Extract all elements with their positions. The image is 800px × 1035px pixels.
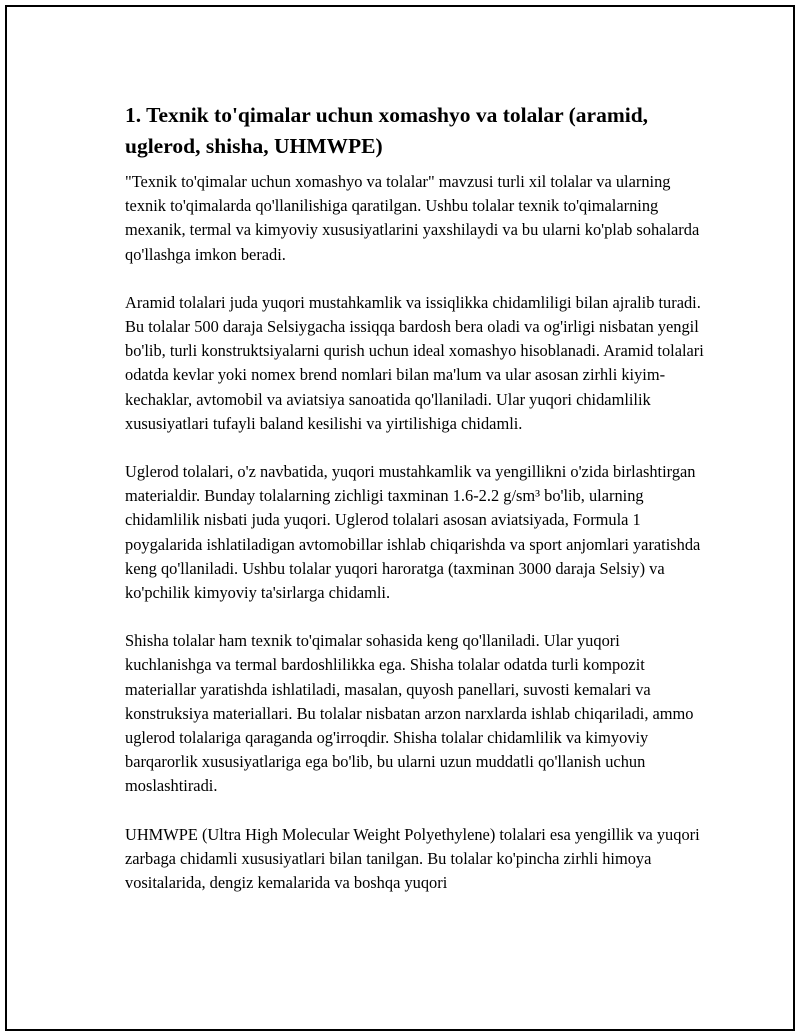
document-content [125,100,705,919]
paragraph-carbon: Uglerod tolalari, o'z navbatida, yuqori mustahkamlik va yengillikni o'zida birlashtirgan materialdir. Bunday tolalarning zichligi taxminan 1.6-2.2 g/sm³ bo'lib, ularning chidamlilik nisbati juda yuqori. Uglerod tolalari asosan aviatsiyada, Formula 1 poygalarida ishlatiladigan avtomobillar ishlab chiqarishda va sport anjomlari yaratishda keng qo'llaniladi. Ushbu tolalar yuqori haroratga (taxminan 3000 daraja Selsiy) va ko'pchilik kimyoviy ta'sirlarga chidamli. [125,462,701,603]
section-heading: 1. Texnik to'qimalar uchun xomashyo va tolalar (aramid, uglerod, shisha, UHMWPE) [125,103,649,158]
paragraph-aramid: Aramid tolalari juda yuqori mustahkamlik va issiqlikka chidamliligi bilan ajralib turadi. Bu tolalar 500 daraja Selsiygacha issiqqa bardosh bera oladi va og'irligi nisbatan yengil bo'lib, turli konstruktsiyalarni qurish uchun ideal xomashyo hisoblanadi. Aramid tolalari odatda kevlar yoki nomex brend nomlari bilan ma'lum va ular asosan zirhli kiyim-kechaklar, avtomobil va aviatsiya sanoatida qo'llaniladi. Ular yuqori chidamlilik xususiyatlari tufayli baland kesilishi va yirtilishiga chidamli. [125,292,704,433]
paragraph-intro: "Texnik to'qimalar uchun xomashyo va tolalar" mavzusi turli xil tolalar va ularning texnik to'qimalarda qo'llanilishiga qaratilgan. Ushbu tolalar texnik to'qimalarning mexanik, termal va kimyoviy xususiyatlarini yaxshilaydi va bu ularni ko'plab sohalarda qo'llashga imkon beradi. [125,172,700,264]
document-page [5,5,795,1031]
paragraph-glass: Shisha tolalar ham texnik to'qimalar sohasida keng qo'llaniladi. Ular yuqori kuchlanishga va termal bardoshlilikka ega. Shisha tolalar odatda turli kompozit materiallar yaratishda ishlatiladi, masalan, quyosh panellari, suvosti kemalari va konstruksiya materiallari. Bu tolalar nisbatan arzon narxlarda ishlab chiqariladi, ammo uglerod tolalariga qaraganda og'irroqdir. Shisha tolalar chidamlilik va kimyoviy barqarorlik xususiyatlariga ega bo'lib, bu ularni uzun muddatli qo'llanish uchun moslashtiradi. [125,631,694,796]
paragraph-uhmwpe: UHMWPE (Ultra High Molecular Weight Polyethylene) tolalari esa yengillik va yuqori zarbaga chidamli xususiyatlari bilan tanilgan. Bu tolalar ko'pincha zirhli himoya vositalarida, dengiz kemalarida va boshqa yuqori [125,824,700,893]
